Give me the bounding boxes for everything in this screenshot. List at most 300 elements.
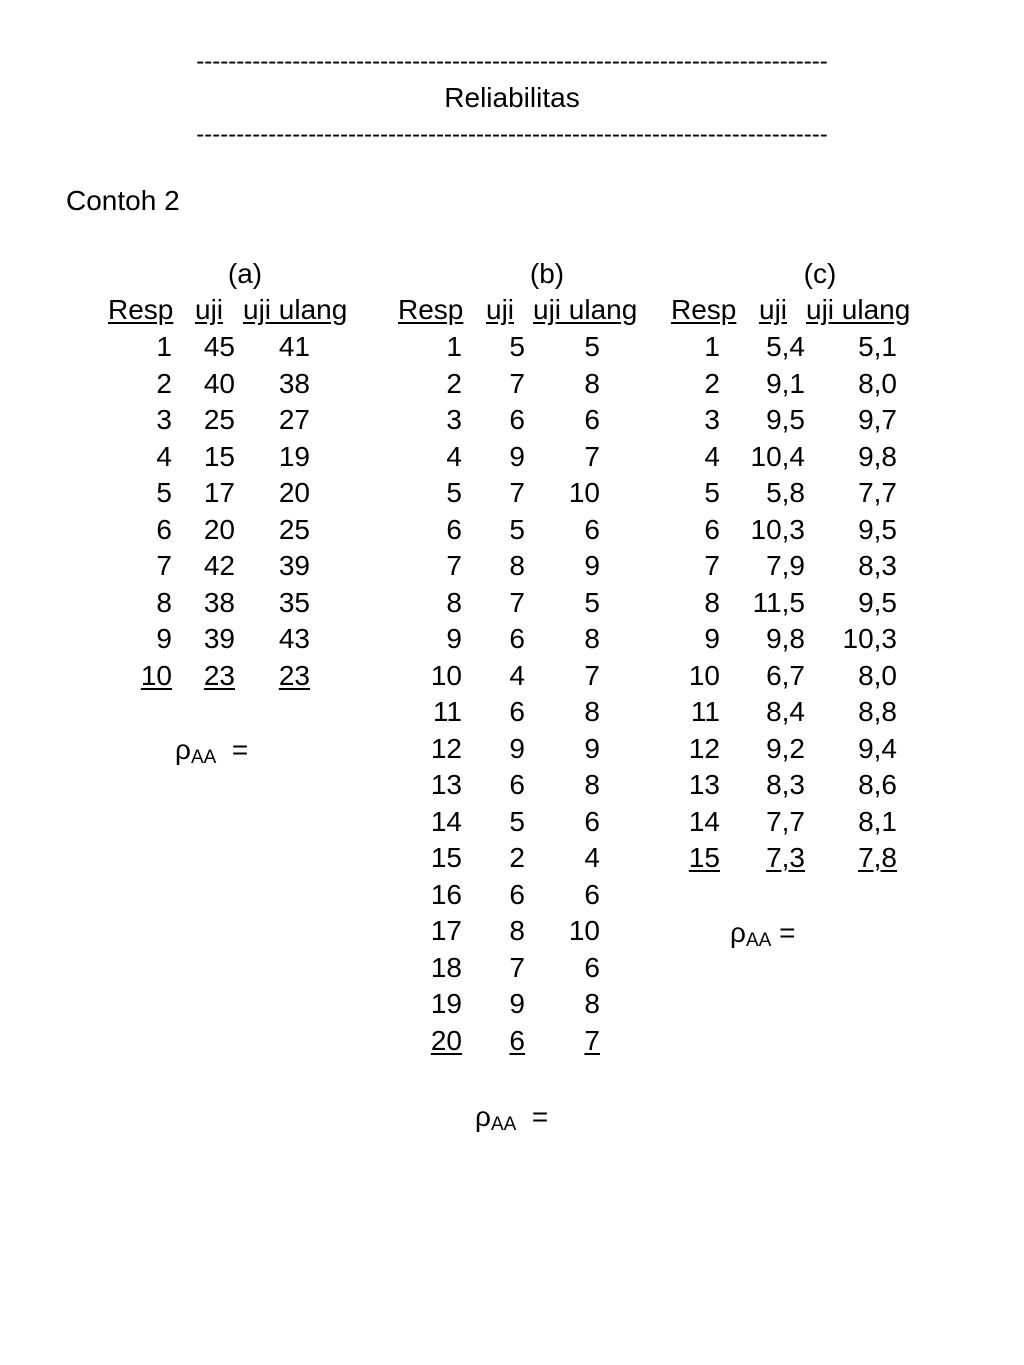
cell-value: 9 (156, 623, 172, 654)
table-cell (480, 366, 525, 403)
cell-value: 8,0 (858, 659, 897, 691)
cell-value: 7 (156, 550, 172, 581)
header-uji: uji (195, 294, 224, 325)
table-cell (825, 804, 897, 841)
table-cell (185, 402, 235, 439)
cell-value: 10 (140, 659, 172, 691)
table-cell (480, 475, 525, 512)
table-cell (400, 731, 462, 768)
cell-value: 9,2 (766, 732, 805, 764)
table-cell (480, 767, 525, 804)
cell-value: 9 (584, 732, 600, 764)
cell-value: 38 (278, 367, 310, 399)
table-cell (110, 366, 172, 403)
table-cell (670, 658, 720, 695)
table-b-caption: (b) (529, 258, 565, 289)
table-cell (260, 658, 310, 695)
table-cell (670, 694, 720, 731)
table-cell (185, 329, 235, 366)
table-cell (110, 585, 172, 622)
table-cell (735, 731, 805, 768)
table-cell (480, 439, 525, 476)
table-cell (550, 950, 600, 987)
cell-value: 15 (203, 440, 235, 472)
table-cell (550, 804, 600, 841)
cell-value: 9,8 (858, 440, 897, 472)
table-cell (185, 585, 235, 622)
cell-value: 9,5 (858, 513, 897, 545)
table-cell (550, 548, 600, 585)
cell-value: 42 (203, 550, 235, 581)
cell-value: 8 (446, 586, 462, 618)
table-cell (480, 512, 525, 549)
cell-value: 11 (690, 696, 720, 727)
cell-value: 5 (584, 586, 600, 618)
cell-value: 6 (509, 878, 525, 910)
cell-value: 1 (446, 331, 462, 362)
cell-value: 7,7 (766, 805, 805, 837)
cell-value: 14 (688, 805, 720, 837)
table-cell (185, 548, 235, 585)
cell-value: 9 (509, 440, 525, 472)
table-cell (480, 621, 525, 658)
table-cell (480, 402, 525, 439)
table-cell (550, 402, 600, 439)
table-cell (400, 913, 462, 950)
cell-value: 6 (584, 404, 600, 435)
cell-value: 8 (509, 550, 525, 581)
cell-value: 20 (278, 477, 310, 508)
table-cell (110, 621, 172, 658)
table-cell (110, 548, 172, 585)
cell-value: 35 (278, 586, 310, 618)
cell-value: 3 (446, 404, 462, 435)
cell-value: 8,8 (858, 696, 897, 727)
cell-value: 10 (568, 477, 600, 508)
cell-value: 8,1 (858, 805, 897, 837)
table-cell (480, 329, 525, 366)
header-uji: uji (486, 294, 515, 325)
cell-value: 10 (568, 915, 600, 946)
table-cell (110, 475, 172, 512)
header-resp: Resp (671, 294, 737, 325)
cell-value: 7,7 (858, 477, 897, 508)
table-cell (480, 950, 525, 987)
cell-value: 9 (446, 623, 462, 654)
table-cell (670, 402, 720, 439)
table-cell (825, 366, 897, 403)
table-cell (550, 621, 600, 658)
cell-value: 43 (278, 623, 310, 654)
table-cell (735, 366, 805, 403)
table-cell (550, 877, 600, 914)
cell-value: 12 (688, 732, 720, 764)
cell-value: 6 (156, 513, 172, 545)
table-cell (735, 439, 805, 476)
example-label: Contoh 2 (66, 185, 180, 216)
cell-value: 3 (704, 404, 720, 435)
table-cell (480, 986, 525, 1023)
header-uji-ulang: uji ulang (806, 294, 911, 325)
cell-value: 6 (509, 769, 525, 800)
cell-value: 13 (430, 769, 462, 800)
cell-value: 5 (584, 331, 600, 362)
table-cell (260, 329, 310, 366)
cell-value: 7 (509, 367, 525, 399)
table-cell (550, 731, 600, 768)
cell-value: 9 (509, 988, 525, 1019)
rho-subscript: AA (745, 930, 772, 951)
cell-value: 8,0 (858, 367, 897, 399)
table-cell (550, 986, 600, 1023)
table-cell (735, 767, 805, 804)
cell-value: 6 (509, 404, 525, 435)
table-cell (480, 731, 525, 768)
table-cell (670, 512, 720, 549)
table-cell (185, 475, 235, 512)
table-cell (400, 877, 462, 914)
cell-value: 7 (509, 477, 525, 508)
cell-value: 13 (688, 769, 720, 800)
cell-value: 38 (203, 586, 235, 618)
table-cell (480, 585, 525, 622)
cell-value: 10 (688, 659, 720, 691)
table-cell (400, 1023, 462, 1060)
cell-value: 4 (704, 440, 720, 472)
cell-value: 6 (584, 513, 600, 545)
cell-value: 39 (203, 623, 235, 654)
table-cell (735, 548, 805, 585)
cell-value: 5 (509, 331, 525, 362)
table-cell (480, 913, 525, 950)
cell-value: 8,3 (858, 550, 897, 581)
table-cell (480, 658, 525, 695)
cell-value: 10,4 (750, 440, 805, 472)
cell-value: 7 (509, 586, 525, 618)
table-cell (670, 585, 720, 622)
cell-value: 6 (509, 696, 525, 727)
table-cell (550, 694, 600, 731)
table-cell (185, 658, 235, 695)
cell-value: 1 (704, 331, 720, 362)
cell-value: 8 (584, 769, 600, 800)
cell-value: 7,9 (766, 550, 805, 581)
cell-value: 25 (278, 513, 310, 545)
cell-value: 19 (430, 988, 462, 1019)
table-cell (825, 548, 897, 585)
table-cell (825, 439, 897, 476)
resp-column (670, 329, 720, 877)
table-cell (400, 694, 462, 731)
uji-column (185, 329, 235, 694)
table-cell (735, 475, 805, 512)
table-cell (735, 804, 805, 841)
cell-value: 2 (446, 367, 462, 399)
table-cell (185, 439, 235, 476)
cell-value: 8,4 (766, 696, 805, 727)
cell-value: 10,3 (750, 513, 805, 545)
table-cell (400, 840, 462, 877)
cell-value: 23 (278, 659, 310, 691)
header-resp: Resp (108, 294, 174, 325)
table-cell (825, 402, 897, 439)
resp-column (400, 329, 462, 1059)
table-cell (110, 329, 172, 366)
uji-ulang-column (260, 329, 310, 694)
table-cell (110, 402, 172, 439)
table-cell (825, 694, 897, 731)
table-cell (735, 694, 805, 731)
table-cell (735, 329, 805, 366)
table-cell (480, 548, 525, 585)
cell-value: 19 (278, 440, 310, 472)
table-cell (260, 585, 310, 622)
table-cell (550, 585, 600, 622)
table-cell (480, 840, 525, 877)
page-title: Reliabilitas (444, 82, 580, 113)
cell-value: 3 (156, 404, 172, 435)
table-cell (735, 402, 805, 439)
rho-formula (475, 1099, 548, 1144)
equals-sign: = (531, 1101, 549, 1132)
cell-value: 7 (446, 550, 462, 581)
table-cell (670, 804, 720, 841)
table-cell (260, 475, 310, 512)
table-cell (735, 585, 805, 622)
table-cell (550, 658, 600, 695)
table-cell (670, 475, 720, 512)
table-cell (400, 366, 462, 403)
uji-ulang-column (825, 329, 897, 877)
cell-value: 9,7 (858, 404, 897, 435)
cell-value: 9 (584, 550, 600, 581)
table-cell (400, 585, 462, 622)
table-cell (550, 913, 600, 950)
header-uji-ulang: uji ulang (533, 294, 638, 325)
table-cell (825, 731, 897, 768)
cell-value: 15 (430, 842, 462, 873)
table-cell (260, 402, 310, 439)
cell-value: 2 (509, 842, 525, 873)
cell-value: 8 (156, 586, 172, 618)
cell-value: 4 (509, 659, 525, 691)
cell-value: 20 (430, 1024, 462, 1056)
table-cell (260, 621, 310, 658)
cell-value: 2 (704, 367, 720, 399)
table-cell (110, 512, 172, 549)
cell-value: 5,8 (766, 477, 805, 508)
cell-value: 15 (688, 842, 720, 873)
table-cell (670, 439, 720, 476)
table-cell (260, 439, 310, 476)
cell-value: 25 (203, 404, 235, 435)
table-cell (400, 621, 462, 658)
table-cell (825, 658, 897, 695)
rho-subscript: AA (190, 747, 217, 768)
table-cell (550, 439, 600, 476)
cell-value: 7 (584, 440, 600, 472)
table-cell (110, 439, 172, 476)
cell-value: 9,4 (858, 732, 897, 764)
cell-value: 6,7 (766, 659, 805, 691)
cell-value: 10,3 (842, 623, 897, 654)
cell-value: 8 (704, 586, 720, 618)
table-cell (670, 548, 720, 585)
uji-column (480, 329, 525, 1059)
table-cell (825, 840, 897, 877)
cell-value: 6 (446, 513, 462, 545)
cell-value: 6 (509, 1024, 525, 1056)
cell-value: 8 (584, 696, 600, 727)
table-cell (400, 512, 462, 549)
table-cell (550, 1023, 600, 1060)
cell-value: 5 (704, 477, 720, 508)
table-cell (400, 402, 462, 439)
equals-sign: = (231, 734, 249, 765)
table-cell (825, 585, 897, 622)
table-cell (400, 548, 462, 585)
table-cell (550, 840, 600, 877)
cell-value: 5 (446, 477, 462, 508)
cell-value: 9,1 (766, 367, 805, 399)
cell-value: 9,8 (766, 623, 805, 654)
table-cell (400, 767, 462, 804)
cell-value: 9,5 (858, 586, 897, 618)
cell-value: 10 (430, 659, 462, 691)
cell-value: 14 (430, 805, 462, 837)
cell-value: 17 (430, 915, 462, 946)
table-cell (735, 621, 805, 658)
cell-value: 7,8 (858, 842, 897, 873)
table-cell (480, 694, 525, 731)
cell-value: 1 (156, 331, 172, 362)
table-cell (670, 767, 720, 804)
cell-value: 18 (430, 951, 462, 983)
header-resp: Resp (398, 294, 464, 325)
table-cell (400, 658, 462, 695)
rho-subscript: AA (490, 1114, 517, 1135)
rho-symbol: ρ (730, 917, 746, 948)
cell-value: 7 (509, 951, 525, 983)
table-cell (400, 475, 462, 512)
uji-ulang-column (550, 329, 600, 1059)
cell-value: 45 (203, 331, 235, 362)
cell-value: 20 (203, 513, 235, 545)
cell-value: 8 (584, 988, 600, 1019)
cell-value: 27 (278, 404, 310, 435)
cell-value: 4 (446, 440, 462, 472)
table-cell (260, 512, 310, 549)
table-cell (825, 621, 897, 658)
table-cell (185, 621, 235, 658)
cell-value: 5,4 (766, 331, 805, 362)
top-rule: ------------------------------------------------------------------------------- (196, 48, 828, 75)
table-cell (400, 439, 462, 476)
cell-value: 6 (704, 513, 720, 545)
cell-value: 23 (203, 659, 235, 691)
cell-value: 5 (509, 513, 525, 545)
cell-value: 8,3 (766, 769, 805, 800)
cell-value: 17 (203, 477, 235, 508)
cell-value: 11 (432, 696, 462, 727)
equals-sign: = (779, 917, 796, 948)
resp-column (110, 329, 172, 694)
cell-value: 4 (584, 842, 600, 873)
table-cell (480, 804, 525, 841)
cell-value: 11,5 (752, 586, 805, 618)
cell-value: 7 (704, 550, 720, 581)
table-cell (550, 512, 600, 549)
rho-formula (730, 915, 795, 960)
table-a-caption: (a) (227, 258, 263, 289)
cell-value: 5,1 (858, 331, 897, 362)
table-cell (670, 366, 720, 403)
table-c-caption: (c) (803, 258, 837, 289)
cell-value: 8,6 (858, 769, 897, 800)
table-cell (400, 986, 462, 1023)
table-cell (735, 840, 805, 877)
table-cell (110, 658, 172, 695)
table-cell (825, 475, 897, 512)
cell-value: 7,3 (766, 842, 805, 873)
cell-value: 39 (278, 550, 310, 581)
table-cell (550, 329, 600, 366)
table-cell (550, 767, 600, 804)
table-cell (480, 1023, 525, 1060)
table-cell (735, 512, 805, 549)
table-cell (825, 767, 897, 804)
cell-value: 8 (584, 367, 600, 399)
cell-value: 2 (156, 367, 172, 399)
cell-value: 5 (509, 805, 525, 837)
table-cell (550, 366, 600, 403)
table-cell (670, 840, 720, 877)
table-cell (670, 329, 720, 366)
cell-value: 6 (584, 951, 600, 983)
table-cell (670, 731, 720, 768)
cell-value: 4 (156, 440, 172, 472)
cell-value: 16 (430, 878, 462, 910)
cell-value: 7 (584, 1024, 600, 1056)
cell-value: 6 (509, 623, 525, 654)
table-cell (670, 621, 720, 658)
rho-symbol: ρ (175, 734, 191, 765)
table-cell (400, 329, 462, 366)
table-cell (735, 658, 805, 695)
cell-value: 8 (584, 623, 600, 654)
header-uji: uji (759, 294, 788, 325)
cell-value: 41 (278, 331, 310, 362)
cell-value: 9 (509, 732, 525, 764)
header-uji-ulang: uji ulang (243, 294, 348, 325)
uji-column (735, 329, 805, 877)
table-cell (480, 877, 525, 914)
table-cell (260, 366, 310, 403)
rho-formula (175, 732, 248, 777)
cell-value: 5 (156, 477, 172, 508)
table-cell (260, 548, 310, 585)
table-cell (550, 475, 600, 512)
table-cell (400, 804, 462, 841)
table-cell (825, 329, 897, 366)
table-cell (185, 512, 235, 549)
bottom-rule: ------------------------------------------------------------------------------- (196, 121, 828, 148)
cell-value: 7 (584, 659, 600, 691)
table-cell (400, 950, 462, 987)
cell-value: 40 (203, 367, 235, 399)
cell-value: 6 (584, 805, 600, 837)
rho-symbol: ρ (475, 1101, 491, 1132)
